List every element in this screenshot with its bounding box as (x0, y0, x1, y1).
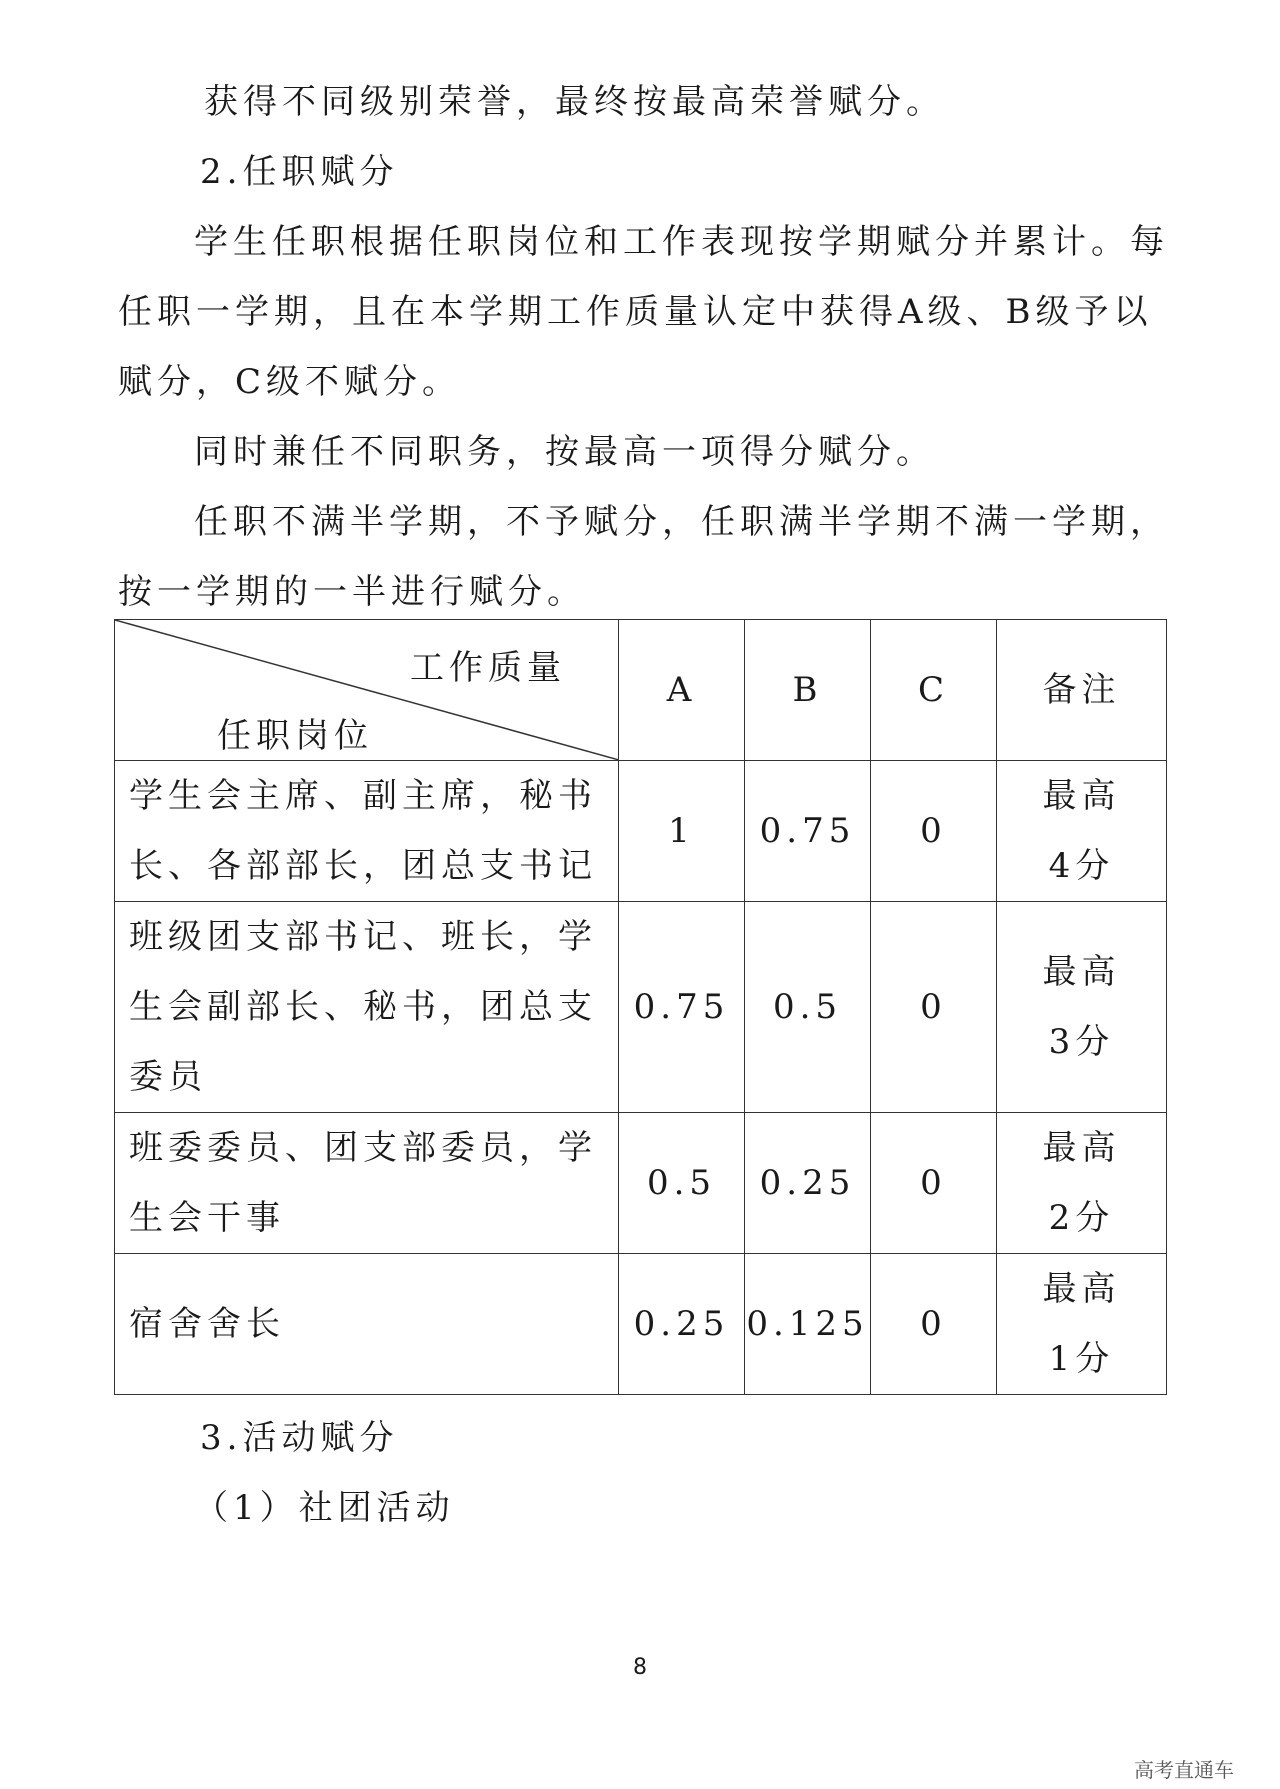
score-b: 0.25 (745, 1113, 871, 1254)
scoring-table (114, 619, 1167, 1395)
score-c: 0 (871, 902, 997, 1113)
note-line: 最高 (1042, 1269, 1121, 1309)
score-c: 0 (871, 1254, 997, 1395)
note-cell (997, 761, 1167, 902)
table-row (115, 1254, 1167, 1395)
score-a: 0.25 (619, 1254, 745, 1395)
paragraph-line: 学生任职根据任职岗位和工作表现按学期赋分并累计。每 (194, 222, 1169, 262)
header-col-a: A (619, 620, 745, 761)
position-line: 生会副部长、秘书，团总支 (129, 987, 597, 1027)
position-line: 班级团支部书记、班长，学 (129, 917, 597, 957)
score-b: 0.75 (745, 761, 871, 902)
position-line: 委员 (129, 1057, 207, 1097)
score-c: 0 (871, 1113, 997, 1254)
section-heading: 3.活动赋分 (200, 1418, 399, 1458)
position-line: 班委委员、团支部委员，学 (129, 1128, 597, 1168)
note-line: 最高 (1042, 1128, 1121, 1168)
score-c: 0 (871, 761, 997, 902)
paragraph-line: 按一学期的一半进行赋分。 (118, 572, 586, 612)
table-header-row (115, 620, 1167, 761)
table-row (115, 761, 1167, 902)
paragraph-line: 获得不同级别荣誉，最终按最高荣誉赋分。 (204, 82, 945, 122)
paragraph-line: 同时兼任不同职务，按最高一项得分赋分。 (194, 432, 935, 472)
table-row (115, 1113, 1167, 1254)
subsection-heading: （1）社团活动 (194, 1488, 455, 1528)
position-cell (115, 902, 619, 1113)
header-col-c: C (871, 620, 997, 761)
note-line: 4分 (1048, 846, 1115, 886)
position-line: 生会干事 (129, 1198, 285, 1238)
score-a: 1 (619, 761, 745, 902)
note-cell (997, 902, 1167, 1113)
header-col-b: B (745, 620, 871, 761)
table-row (115, 902, 1167, 1113)
watermark: 高考直通车 (1134, 1758, 1234, 1782)
header-position: 任职岗位 (217, 716, 373, 756)
diagonal-header-cell (115, 620, 619, 761)
score-a: 0.5 (619, 1113, 745, 1254)
section-heading: 2.任职赋分 (200, 152, 399, 192)
note-line: 最高 (1042, 776, 1121, 816)
score-b: 0.125 (745, 1254, 871, 1395)
note-line: 1分 (1048, 1339, 1115, 1379)
paragraph-line: 赋分，C级不赋分。 (118, 362, 462, 402)
paragraph-line: 任职一学期，且在本学期工作质量认定中获得A级、B级予以 (118, 292, 1153, 332)
position-cell (115, 761, 619, 902)
position-line: 长、各部部长，团总支书记 (129, 846, 597, 886)
position-line: 学生会主席、副主席，秘书 (129, 776, 597, 816)
note-line: 2分 (1048, 1198, 1115, 1238)
note-line: 最高 (1042, 952, 1121, 992)
header-work-quality: 工作质量 (410, 648, 566, 688)
position-cell (115, 1254, 619, 1395)
position-cell (115, 1113, 619, 1254)
header-col-note: 备注 (997, 620, 1167, 761)
page-number: 8 (633, 1655, 647, 1680)
note-line: 3分 (1048, 1022, 1115, 1062)
score-a: 0.75 (619, 902, 745, 1113)
position-line: 宿舍舍长 (129, 1304, 285, 1344)
note-cell (997, 1254, 1167, 1395)
paragraph-line: 任职不满半学期，不予赋分，任职满半学期不满一学期， (194, 502, 1169, 542)
score-b: 0.5 (745, 902, 871, 1113)
note-cell (997, 1113, 1167, 1254)
